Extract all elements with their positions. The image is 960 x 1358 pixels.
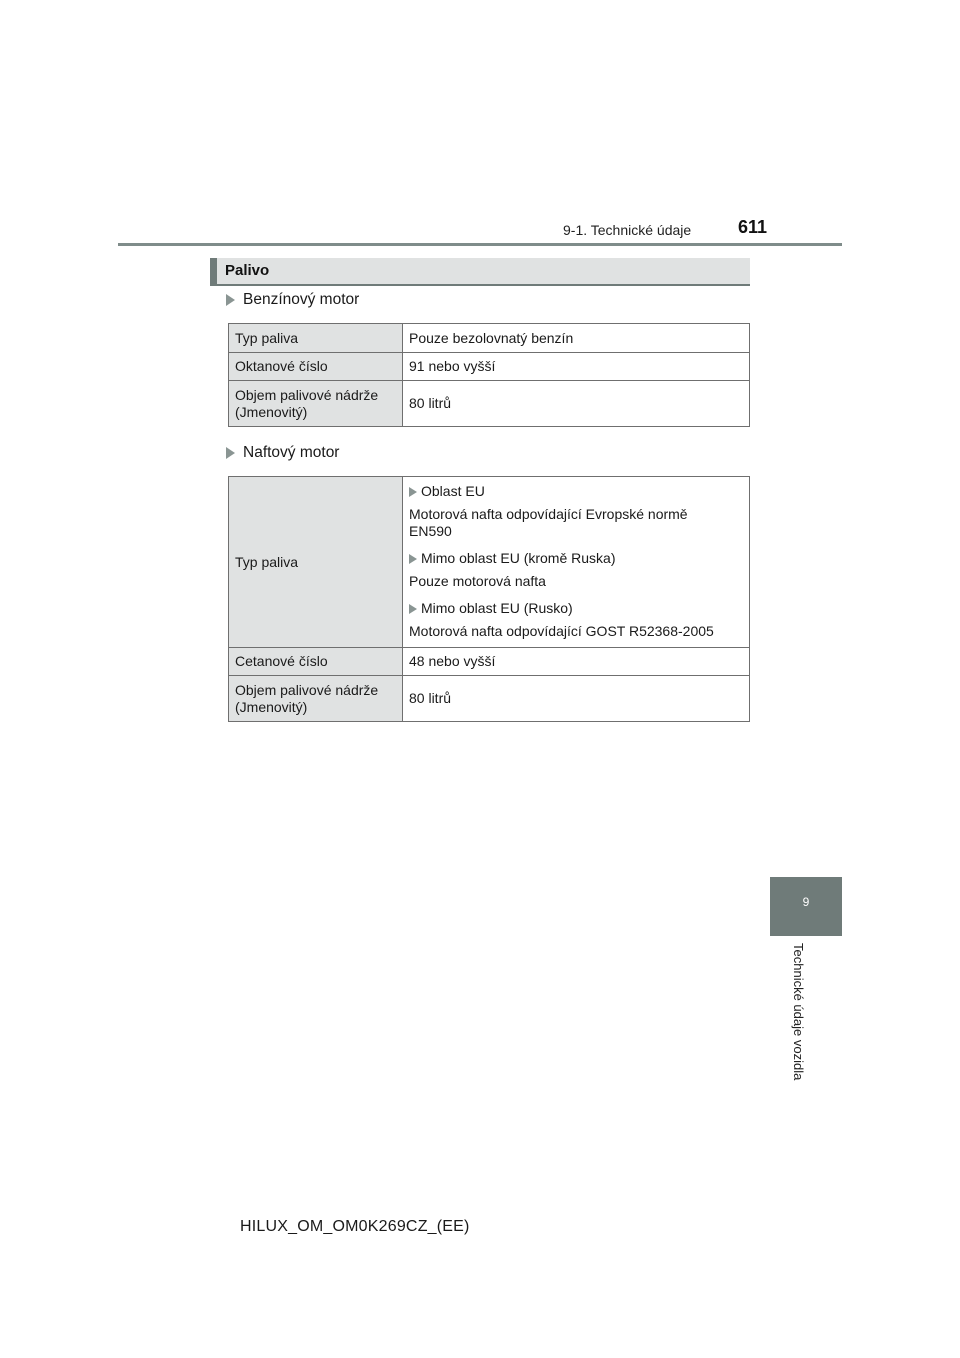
diesel-heading <box>226 444 339 462</box>
row-label-line: (Jmenovitý) <box>235 698 308 715</box>
region-heading-text: Mimo oblast EU (kromě Ruska) <box>421 550 616 566</box>
table-row <box>229 381 750 427</box>
triangle-bullet-icon <box>409 604 417 614</box>
table-row <box>229 324 750 353</box>
row-value: Pouze bezolovnatý benzín <box>403 324 750 353</box>
row-label <box>229 381 403 427</box>
region-heading-text: Mimo oblast EU (Rusko) <box>421 600 573 616</box>
region-heading <box>409 483 743 500</box>
row-value: 80 litrů <box>403 381 750 427</box>
row-label-line: Objem palivové nádrže <box>235 681 379 698</box>
region-heading <box>409 550 743 567</box>
row-label: Typ paliva <box>229 477 403 648</box>
section-accent <box>210 258 217 284</box>
row-label-line: Objem palivové nádrže <box>235 386 379 403</box>
region-heading <box>409 600 743 617</box>
diesel-spec-table <box>228 476 750 722</box>
header-divider <box>118 243 842 246</box>
region-detail: Motorová nafta odpovídající GOST R52368-2005 <box>409 623 714 639</box>
region-detail: EN590 <box>409 523 452 539</box>
fuel-type-details <box>403 477 750 648</box>
chapter-tab <box>770 877 842 936</box>
row-value: 80 litrů <box>403 676 750 722</box>
row-label: Typ paliva <box>229 324 403 353</box>
row-label: Oktanové číslo <box>229 353 403 381</box>
page-number: 611 <box>738 217 768 237</box>
document-code: HILUX_OM_OM0K269CZ_(EE) <box>240 1218 470 1235</box>
region-detail: Pouze motorová nafta <box>409 573 546 589</box>
region-heading-text: Oblast EU <box>421 483 485 499</box>
section-heading-bar <box>210 258 750 286</box>
triangle-bullet-icon <box>226 447 235 459</box>
chapter-number: 9 <box>802 895 810 909</box>
petrol-heading <box>226 291 359 309</box>
table-row <box>229 648 750 676</box>
triangle-bullet-icon <box>409 554 417 564</box>
region-detail: Motorová nafta odpovídající Evropské normě <box>409 506 688 522</box>
row-label: Cetanové číslo <box>229 648 403 676</box>
table-row <box>229 353 750 381</box>
section-title: Palivo <box>225 262 270 279</box>
table-row <box>229 676 750 722</box>
row-value: 91 nebo vyšší <box>403 353 750 381</box>
row-value: 48 nebo vyšší <box>403 648 750 676</box>
diesel-heading-text: Naftový motor <box>243 444 340 461</box>
table-row <box>229 477 750 648</box>
triangle-bullet-icon <box>226 294 235 306</box>
petrol-spec-table <box>228 323 750 427</box>
row-label-line: (Jmenovitý) <box>235 403 308 420</box>
header-section-title: 9-1. Technické údaje <box>563 222 692 238</box>
petrol-heading-text: Benzínový motor <box>243 291 360 308</box>
row-label <box>229 676 403 722</box>
chapter-label: Technické údaje vozidla <box>791 943 806 1081</box>
triangle-bullet-icon <box>409 487 417 497</box>
